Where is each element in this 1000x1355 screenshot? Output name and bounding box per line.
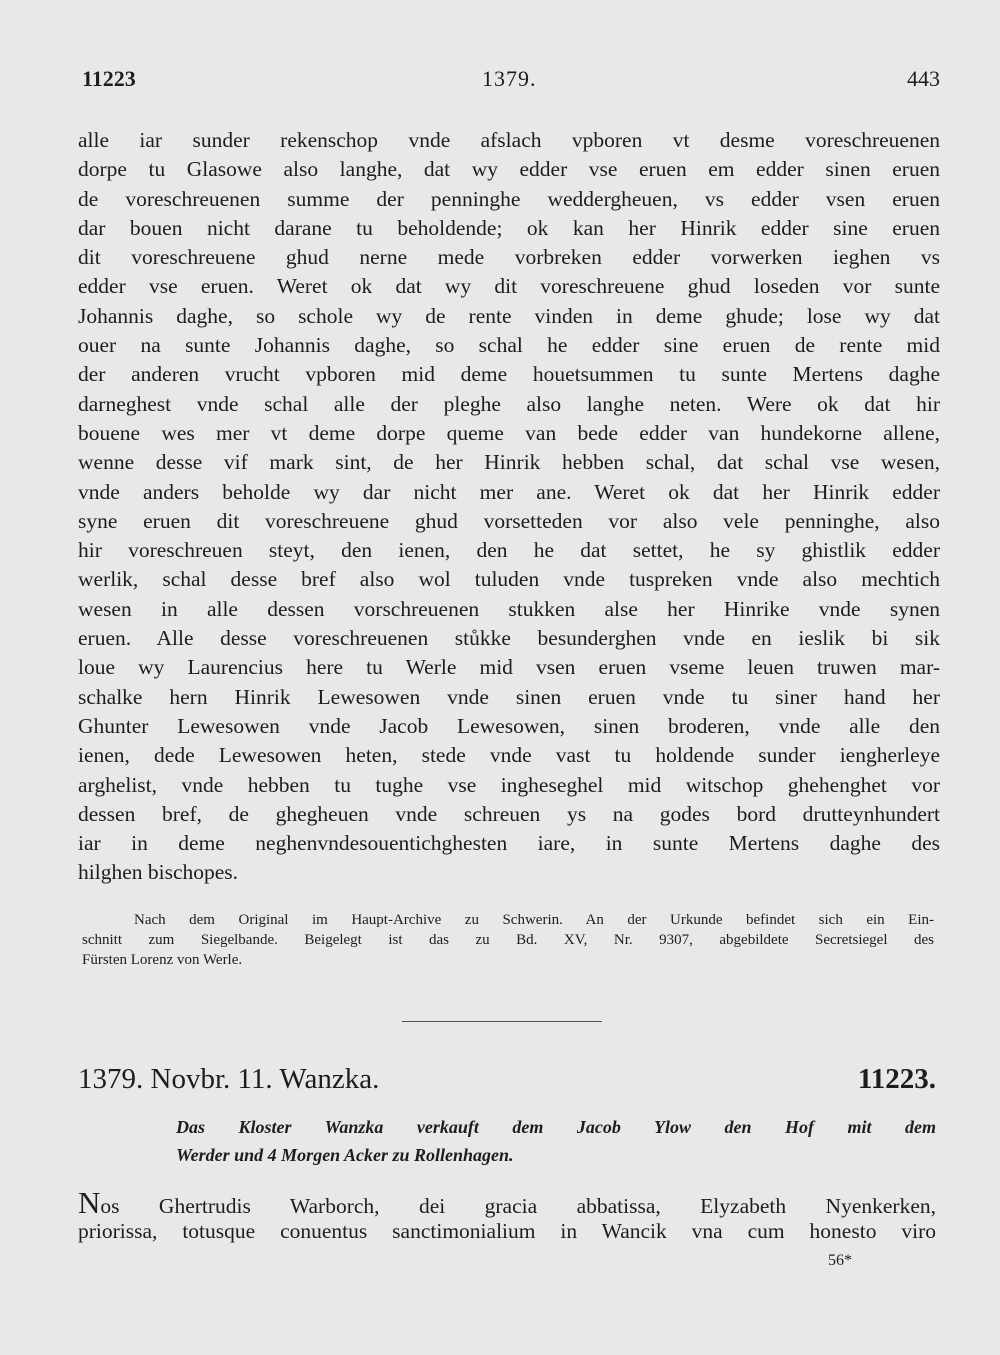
body-line: der anderen vrucht vpboren mid deme houetsummen tu sunte Mertens daghe bbox=[78, 362, 940, 387]
body-line: loue wy Laurencius here tu Werle mid vsen eruen vseme leuen truwen mar- bbox=[78, 655, 940, 680]
entry-heading bbox=[78, 1063, 936, 1103]
entry-date-place: 1379. Novbr. 11. Wanzka. bbox=[78, 1063, 380, 1095]
body-line: alle iar sunder rekenschop vnde afslach vpboren vt desme voreschreuenen bbox=[78, 128, 940, 152]
body-line: vnde anders beholde wy dar nicht mer ane. Weret ok dat her Hinrik edder bbox=[78, 479, 940, 504]
charter-line bbox=[78, 1185, 936, 1220]
summary-line: Das Kloster Wanzka verkauft dem Jacob Ylow den Hof mit dem bbox=[176, 1117, 936, 1137]
charter-line: priorissa, totusque conuentus sanctimonialium in Wancik vna cum honesto viro bbox=[78, 1219, 936, 1244]
body-line: hilghen bischopes. bbox=[78, 860, 239, 885]
body-line: iar in deme neghenvndesouentichghesten iare, in sunte Mertens daghe des bbox=[78, 831, 940, 856]
body-line: wesen in alle dessen vorschreuenen stukken alse her Hinrike vnde synen bbox=[78, 596, 940, 621]
header-page-number: 443 bbox=[907, 66, 940, 91]
body-line: dit voreschreuene ghud nerne mede vorbreken edder vorwerken ieghen vs bbox=[78, 245, 940, 270]
body-line: arghelist, vnde hebben tu tughe vse ingheseghel mid witschop ghehenghet vor bbox=[78, 772, 940, 797]
initial-letter: N bbox=[78, 1185, 101, 1220]
body-line: dar bouen nicht darane tu beholdende; ok kan her Hinrik edder sine eruen bbox=[78, 215, 940, 240]
entry-charter-text bbox=[78, 1185, 936, 1247]
body-line: ouer na sunte Johannis daghe, so schal he edder sine eruen de rente mid bbox=[78, 333, 940, 358]
body-line: darneghest vnde schal alle der pleghe also langhe neten. Were ok dat hir bbox=[78, 391, 940, 416]
body-line: wenne desse vif mark sint, de her Hinrik hebben schal, dat schal vse wesen, bbox=[78, 450, 940, 475]
page-header bbox=[82, 66, 940, 98]
body-line: werlik, schal desse bref also wol tuluden vnde tuspreken vnde also mechtich bbox=[78, 567, 940, 592]
note-line: Nach dem Original im Haupt-Archive zu Schwerin. An der Urkunde befindet sich ein Ein- bbox=[134, 912, 934, 928]
body-line: dorpe tu Glasowe also langhe, dat wy edder vse eruen em edder sinen eruen bbox=[78, 157, 940, 182]
note-line: schnitt zum Siegelbande. Beigelegt ist das zu Bd. XV, Nr. 9307, abgebildete Secretsiegel des bbox=[82, 932, 934, 948]
entry-summary bbox=[176, 1113, 936, 1169]
body-line: eruen. Alle desse voreschreuenen stůkke besunderghen vnde en ieslik bi sik bbox=[78, 626, 940, 651]
summary-line: Werder und 4 Morgen Acker zu Rollenhagen. bbox=[176, 1145, 514, 1165]
signature-mark: 56* bbox=[828, 1252, 852, 1269]
header-document-number: 11223 bbox=[82, 66, 136, 91]
charter-line-text: os Ghertrudis Warborch, dei gracia abbatissa, Elyzabeth Nyenkerken, bbox=[100, 1194, 936, 1218]
body-line: Johannis daghe, so schole wy de rente vinden in deme ghude; lose wy dat bbox=[78, 303, 940, 328]
body-line: Ghunter Lewesowen vnde Jacob Lewesowen, sinen broderen, vnde alle den bbox=[78, 713, 940, 738]
body-line: hir voreschreuen steyt, den ienen, den he dat settet, he sy ghistlik edder bbox=[78, 538, 940, 563]
body-line: bouene wes mer vt deme dorpe queme van bede edder van hundekorne allene, bbox=[78, 420, 940, 445]
note-line: Fürsten Lorenz von Werle. bbox=[82, 952, 243, 968]
editorial-note bbox=[82, 910, 934, 970]
body-line: de voreschreuenen summe der penninghe weddergheuen, vs edder vsen eruen bbox=[78, 186, 940, 211]
body-line: dessen bref, de ghegheuen vnde schreuen ys na godes bord drutteynhundert bbox=[78, 801, 940, 826]
body-line: ienen, dede Lewesowen heten, stede vnde vast tu holdende sunder iengherleye bbox=[78, 743, 940, 768]
body-line: edder vse eruen. Weret ok dat wy dit voreschreuene ghud loseden vor sunte bbox=[78, 274, 940, 299]
entry-number: 11223. bbox=[857, 1063, 936, 1095]
body-line: syne eruen dit voreschreuene ghud vorsetteden vor also vele penninghe, also bbox=[78, 508, 940, 533]
section-divider bbox=[402, 1021, 602, 1022]
header-year: 1379. bbox=[482, 66, 537, 91]
body-line: schalke hern Hinrik Lewesowen vnde sinen eruen vnde tu siner hand her bbox=[78, 684, 940, 709]
charter-body-text bbox=[78, 126, 940, 888]
